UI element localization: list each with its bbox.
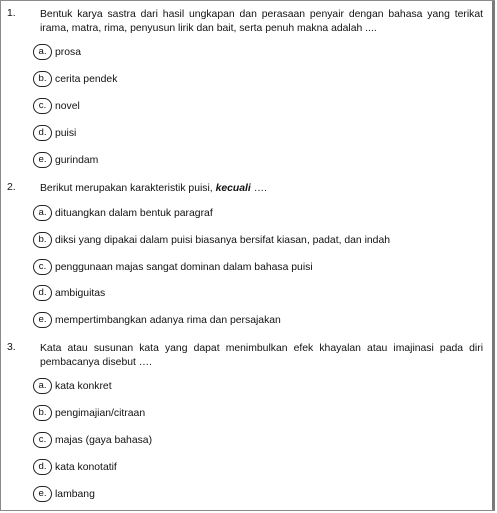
option-letter-badge: e. [33,486,52,502]
option-d[interactable] [33,459,117,475]
option-e[interactable] [33,312,281,328]
option-b[interactable] [33,232,390,248]
option-letter-badge: e. [33,312,52,328]
option-a[interactable] [33,378,112,394]
option-b[interactable] [33,405,145,421]
question-number: 3. [7,342,16,353]
question-text: Bentuk karya sastra dari hasil ungkapan dan perasaan penyair dengan bahasa yang terikat irama, matra, rima, penyusun lirik dan bait, serta penuh makna adalah .... [40,9,483,34]
question-text-before: Berikut merupakan karakteristik puisi, [40,183,216,194]
right-border-bar [492,1,495,510]
option-letter-badge: c. [33,98,52,114]
option-c[interactable] [33,98,80,114]
option-text: puisi [55,127,77,139]
question-text: Kata atau susunan kata yang dapat menimbulkan efek khayalan atau imajinasi pada diri pembacanya disebut …. [40,343,483,368]
question-number: 2. [7,182,16,193]
option-text: novel [55,100,80,112]
option-c[interactable] [33,432,152,448]
option-text: gurindam [55,154,99,166]
option-text: lambang [55,488,95,500]
option-text: prosa [55,46,81,58]
option-e[interactable] [33,486,95,502]
option-text: cerita pendek [55,73,118,85]
option-letter-badge: a. [33,44,52,60]
option-letter-badge: c. [33,432,52,448]
option-letter-badge: c. [33,259,52,275]
question-text-after: …. [250,183,267,194]
option-letter-badge: d. [33,125,52,141]
option-text: penggunaan majas sangat dominan dalam bahasa puisi [55,261,313,273]
option-text: ambiguitas [55,287,106,299]
option-letter-badge: b. [33,71,52,87]
option-letter-badge: b. [33,405,52,421]
option-letter-badge: a. [33,378,52,394]
option-text: pengimajian/citraan [55,407,146,419]
option-c[interactable] [33,259,313,275]
option-e[interactable] [33,152,98,168]
option-letter-badge: a. [33,205,52,221]
question-emphasis: kecuali [215,183,251,194]
option-text: kata konkret [55,380,112,392]
option-text: dituangkan dalam bentuk paragraf [55,207,213,219]
question-number: 1. [7,8,16,19]
option-b[interactable] [33,71,117,87]
option-text: diksi yang dipakai dalam puisi biasanya bersifat kiasan, padat, dan indah [55,234,391,246]
option-letter-badge: b. [33,232,52,248]
option-d[interactable] [33,125,76,141]
option-text: mempertimbangkan adanya rima dan persajakan [55,314,281,326]
option-letter-badge: e. [33,152,52,168]
option-letter-badge: d. [33,285,52,301]
option-text: kata konotatif [55,461,117,473]
option-text: majas (gaya bahasa) [55,434,153,446]
option-d[interactable] [33,285,105,301]
option-letter-badge: d. [33,459,52,475]
question-text [40,182,483,196]
option-a[interactable] [33,44,81,60]
option-a[interactable] [33,205,213,221]
